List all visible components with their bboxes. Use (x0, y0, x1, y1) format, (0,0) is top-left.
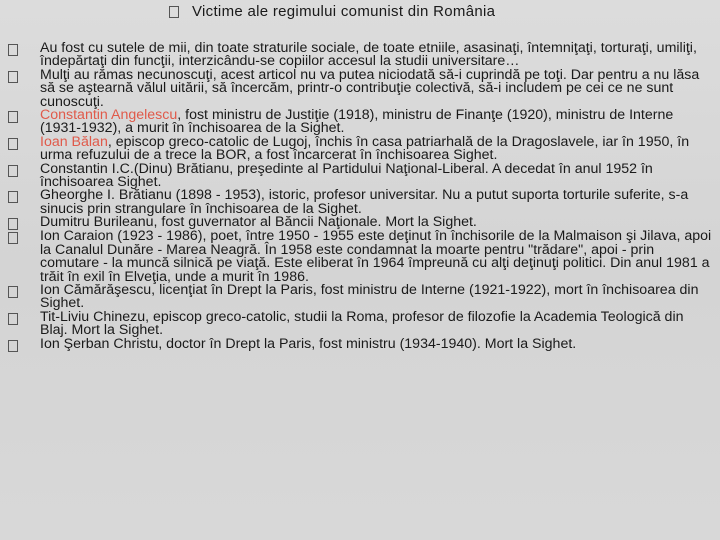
bullet-box-icon (8, 286, 18, 298)
item-text: Gheorghe I. Brătianu (1898 - 1953), istoric, profesor universitar. Nu a putut suporta torturile suferite, s-a sinucis prin strangulare în închisoarea de la Sighet. (40, 187, 689, 217)
list-item (8, 109, 712, 136)
list-item (8, 42, 712, 69)
victims-list (8, 42, 712, 352)
item-text: Ion Cămărăşescu, licenţiat în Drept la Paris, fost ministru de Interne (1921-1922), mort în închisoarea din Sighet. (40, 281, 699, 312)
bullet-box-icon (8, 313, 18, 325)
item-text: Dumitru Burileanu, fost guvernator al Băncii Naţionale. Mort la Sighet. (40, 214, 477, 231)
bullet-box-icon (8, 218, 18, 230)
list-item (8, 335, 712, 352)
item-text: Constantin I.C.(Dinu) Brătianu, preşedinte al Partidului Naţional-Liberal. A decedat în anul 1952 în închisoarea Sighet. (40, 160, 653, 191)
item-text: , episcop greco-catolic de Lugoj, închis în casa patriarhală de la Dragoslavele, iar în 1950, în urma refuzului de a trece la BOR, a fost încarcerat în închisoarea Sighet. (40, 133, 690, 164)
bullet-box-icon (8, 165, 18, 177)
bullet-box-icon (8, 232, 18, 244)
list-item (8, 230, 712, 284)
bullet-box-icon (8, 71, 18, 83)
bullet-box-icon (169, 6, 179, 18)
person-link[interactable]: Constantin Angelescu (40, 107, 178, 124)
bullet-box-icon (8, 111, 18, 123)
list-item (8, 281, 712, 312)
person-link[interactable]: Ioan Bălan (40, 133, 108, 150)
bullet-box-icon (8, 44, 18, 56)
bullet-box-icon (8, 138, 18, 150)
item-text: Au fost cu sutele de mii, din toate straturile sociale, de toate etniile, asasinaţi, întemniţaţi, torturaţi, umiliţi, îndepărtaţi din funcţii, interzicându-se copiilor accesul la studii universitare… (40, 40, 697, 70)
list-item (8, 308, 712, 339)
bullet-box-icon (8, 191, 18, 203)
item-text: Ion Şerban Christu, doctor în Drept la Paris, fost ministru (1934-1940). Mort la Sighet. (40, 335, 577, 352)
item-text: , fost ministru de Justiţie (1918), ministru de Finanţe (1920), ministru de Interne (1931-1932), a murit în închisoarea de la Sighet. (40, 107, 674, 137)
item-text: Tit-Liviu Chinezu, episcop greco-catolic, studii la Roma, profesor de filozofie la Academia Teologică din Blaj. Mort la Sighet. (40, 308, 684, 339)
page-title: Victime ale regimului comunist din România (192, 3, 496, 20)
list-item (8, 66, 712, 110)
item-text: Mulţi au rămas necunoscuţi, acest articol nu va putea niciodată să-i cuprindă pe toţi. Dar pentru a nu lăsa să se aştearnă vălul uitării, să încercăm, printr-o contribuţie colectivă, să-i includem pe cei ce ne sunt cunoscuţi. (40, 66, 700, 110)
bullet-box-icon (8, 340, 18, 352)
title-row (169, 3, 495, 20)
list-item (8, 133, 712, 164)
list-item (8, 160, 712, 191)
item-text: Ion Caraion (1923 - 1986), poet, între 1950 - 1955 este deţinut în închisorile de la Malmaison şi Jilava, apoi la Canalul Dunăre - Marea Neagră. În 1958 este condamnat la moarte pentru "trădare", apoi - prin comutare - la muncă silnică pe viaţă. Este eliberat în 1964 împreună cu alţi deţinuţi politici. Din anul 1981 a trăit în exil în Elveţia, unde a murit în 1986. (40, 228, 712, 285)
list-item (8, 189, 712, 216)
